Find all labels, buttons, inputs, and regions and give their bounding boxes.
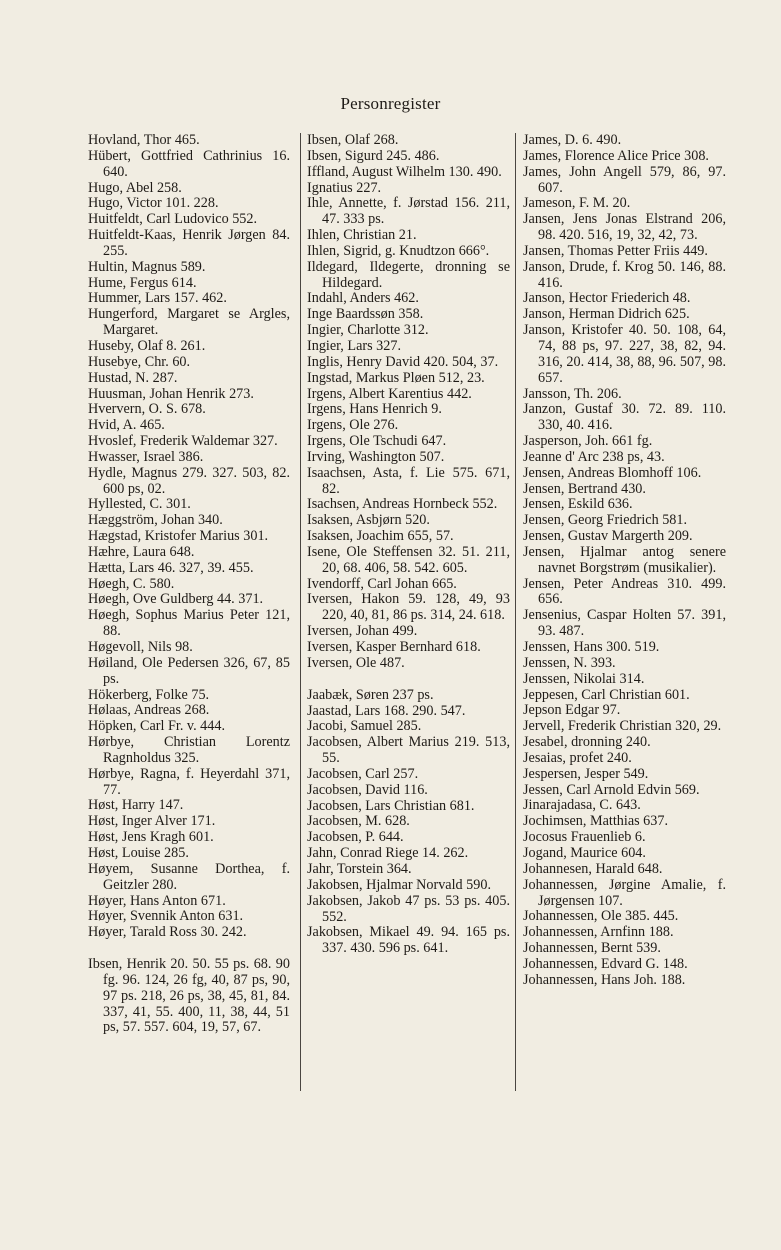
index-entry: Isene, Ole Steffensen 32. 51. 211, 20, 68. 406, 58. 542. 605. xyxy=(307,543,510,576)
index-entry: Ihle, Annette, f. Jørstad 156. 211, 47. 333 ps. xyxy=(307,195,510,228)
index-entry: Iversen, Hakon 59. 128, 49, 93 220, 40, 81, 86 ps. 314, 24. 618. xyxy=(307,591,510,624)
index-entry: Ihlen, Christian 21. xyxy=(307,227,417,244)
index-entry: Hustad, N. 287. xyxy=(88,369,178,386)
index-entry: Hübert, Gottfried Cathrinius 16. 640. xyxy=(88,147,290,180)
index-entry: Husebye, Chr. 60. xyxy=(88,353,191,370)
index-entry: Iversen, Johan 499. xyxy=(307,623,418,640)
index-entry: Jervell, Frederik Christian 320, 29. xyxy=(523,718,722,735)
index-entry: Høyem, Susanne Dorthea, f. Geitzler 280. xyxy=(88,860,290,893)
index-entry: Isaksen, Joachim 655, 57. xyxy=(307,528,454,545)
index-entry: Hvid, A. 465. xyxy=(88,417,165,434)
index-entry: Huusman, Johan Henrik 273. xyxy=(88,385,254,402)
index-entry: Høst, Louise 285. xyxy=(88,844,189,861)
index-entry: Janzon, Gustaf 30. 72. 89. 110. 330, 40. 416. xyxy=(523,401,726,434)
index-entry: Jeanne d' Arc 238 ps, 43. xyxy=(523,448,665,465)
index-entry: Ildegard, Ildegerte, dronning se Hildegard. xyxy=(307,258,510,291)
index-entry: Høegh, C. 580. xyxy=(88,575,175,592)
index-entry: Jakobsen, Mikael 49. 94. 165 ps. 337. 430. 596 ps. 641. xyxy=(307,924,510,957)
index-entry: Jesabel, dronning 240. xyxy=(523,734,651,751)
index-entry: Høyer, Tarald Ross 30. 242. xyxy=(88,924,247,941)
index-entry: Jacobsen, Albert Marius 219. 513, 55. xyxy=(307,734,510,767)
index-entry: Ingier, Charlotte 312. xyxy=(307,322,429,339)
index-entry: Ihlen, Sigrid, g. Knudtzon 666°. xyxy=(307,242,490,259)
index-entry: Jensenius, Caspar Holten 57. 391, 93. 487. xyxy=(523,607,726,640)
index-entry: Jenssen, Nikolai 314. xyxy=(523,670,645,687)
index-entry: Jessen, Carl Arnold Edvin 569. xyxy=(523,781,700,798)
index-entry: Jansen, Jens Jonas Elstrand 206, 98. 420. 516, 19, 32, 42, 73. xyxy=(523,211,726,244)
index-entry: Inge Baardssøn 358. xyxy=(307,306,424,323)
index-entry: Irgens, Albert Karentius 442. xyxy=(307,385,472,402)
index-entry: Jenssen, Hans 300. 519. xyxy=(523,639,660,655)
index-entry: Hæhre, Laura 648. xyxy=(88,543,195,560)
column-divider xyxy=(515,133,516,1091)
index-entry: Jahr, Torstein 364. xyxy=(307,860,412,877)
index-entry: Høst, Harry 147. xyxy=(88,797,184,814)
index-entry: Hugo, Abel 258. xyxy=(88,179,182,196)
index-entry: Hægstad, Kristofer Marius 301. xyxy=(88,528,269,545)
index-entry: Jocosus Frauenlieb 6. xyxy=(523,829,646,846)
index-entry: Iversen, Kasper Bernhard 618. xyxy=(307,639,481,655)
index-entry: Høgevoll, Nils 98. xyxy=(88,639,193,655)
index-entry: Jensen, Hjalmar antog senere navnet Borgstrøm (musikalier). xyxy=(523,543,726,576)
index-entry: Jensen, Peter Andreas 310. 499. 656. xyxy=(523,575,726,608)
index-entry: Ignatius 227. xyxy=(307,179,382,196)
index-entry: Jahn, Conrad Riege 14. 262. xyxy=(307,845,469,862)
index-entry: Høyer, Hans Anton 671. xyxy=(88,892,226,909)
index-entry: Janson, Kristofer 40. 50. 108, 64, 74, 88 ps, 97. 227, 38, 82, 94. 316, 20. 414, 38, 88, 96. 507, 98. 657. xyxy=(523,322,726,386)
index-entry: Hugo, Victor 101. 228. xyxy=(88,195,219,212)
index-entry: Johannessen, Ole 385. 445. xyxy=(523,908,679,925)
index-entry: Huseby, Olaf 8. 261. xyxy=(88,337,206,354)
index-entry: Johannessen, Edvard G. 148. xyxy=(523,955,688,972)
index-entry: Høst, Inger Alver 171. xyxy=(88,813,216,830)
index-entry: Hørbye, Christian Lorentz Ragnholdus 325. xyxy=(88,734,290,766)
index-entry: Hungerford, Margaret se Argles, Margaret. xyxy=(88,306,290,339)
index-entry: Janson, Drude, f. Krog 50. 146, 88. 416. xyxy=(523,258,726,291)
index-column-2 xyxy=(307,133,510,957)
index-entry: Höpken, Carl Fr. v. 444. xyxy=(88,718,226,735)
index-entry: Hætta, Lars 46. 327, 39. 455. xyxy=(88,559,254,576)
index-entry: Høegh, Ove Guldberg 44. 371. xyxy=(88,591,264,608)
index-entry: Jansen, Thomas Petter Friis 449. xyxy=(523,242,708,259)
index-entry: Jaabæk, Søren 237 ps. xyxy=(307,686,434,703)
index-entry: Jaastad, Lars 168. 290. 547. xyxy=(307,702,466,719)
index-entry: Jochimsen, Matthias 637. xyxy=(523,813,669,830)
index-entry: Hökerberg, Folke 75. xyxy=(88,686,210,703)
index-entry: Isaksen, Asbjørn 520. xyxy=(307,512,430,529)
index-entry: Jacobsen, Lars Christian 681. xyxy=(307,797,475,814)
index-entry: Hververn, O. S. 678. xyxy=(88,401,206,418)
index-entry: Jasperson, Joh. 661 fg. xyxy=(523,433,653,450)
index-entry: Jameson, F. M. 20. xyxy=(523,195,631,212)
index-entry: Ibsen, Henrik 20. 50. 55 ps. 68. 90 fg. 96. 124, 26 fg, 40, 87 ps, 90, 97 ps. 218, 26 ps, 38, 45, 81, 84. 337, 41, 55. 400, 11, 38, 44, 51 ps, 57. 557. 604, 19, 57, 67. xyxy=(88,956,290,1036)
index-entry: Ingier, Lars 327. xyxy=(307,337,401,354)
index-entry: Jacobsen, P. 644. xyxy=(307,829,404,846)
index-entry: Johannessen, Hans Joh. 188. xyxy=(523,971,686,988)
index-entry: Jenssen, N. 393. xyxy=(523,654,616,671)
index-entry: Jensen, Andreas Blomhoff 106. xyxy=(523,464,702,481)
index-entry: Jepson Edgar 97. xyxy=(523,702,621,719)
index-entry: Jensen, Gustav Margerth 209. xyxy=(523,528,693,545)
index-entry: Jogand, Maurice 604. xyxy=(523,844,646,861)
index-entry: Høegh, Sophus Marius Peter 121, 88. xyxy=(88,607,290,640)
page-title: Personregister xyxy=(340,94,441,113)
index-entry: Johannessen, Jørgine Amalie, f. Jørgensen 107. xyxy=(523,876,726,909)
index-entry: Hyllested, C. 301. xyxy=(88,496,191,513)
index-entry: Huitfeldt-Kaas, Henrik Jørgen 84. 255. xyxy=(88,227,290,259)
index-entry: Hæggström, Johan 340. xyxy=(88,512,223,529)
index-entry: Irgens, Ole 276. xyxy=(307,417,399,434)
index-entry: Jespersen, Jesper 549. xyxy=(523,765,649,782)
index-entry: Hovland, Thor 465. xyxy=(88,132,200,148)
column-divider xyxy=(300,133,301,1091)
index-entry: Johannessen, Bernt 539. xyxy=(523,940,661,957)
index-entry: Høst, Jens Kragh 601. xyxy=(88,829,214,846)
index-entry: Indahl, Anders 462. xyxy=(307,290,419,307)
index-entry: Irgens, Hans Henrich 9. xyxy=(307,401,442,418)
index-entry: Høiland, Ole Pedersen 326, 67, 85 ps. xyxy=(88,654,290,687)
index-entry: James, D. 6. 490. xyxy=(523,132,622,148)
index-entry: Ingstad, Markus Pløen 512, 23. xyxy=(307,369,485,386)
index-entry: Jacobi, Samuel 285. xyxy=(307,718,422,735)
index-entry: Isachsen, Andreas Hornbeck 552. xyxy=(307,496,498,513)
index-entry: Jinarajadasa, C. 643. xyxy=(523,797,641,814)
letter-section-gap xyxy=(307,672,510,688)
index-entry: Iffland, August Wilhelm 130. 490. xyxy=(307,163,502,180)
index-entry: Irving, Washington 507. xyxy=(307,448,445,465)
index-entry: Jacobsen, M. 628. xyxy=(307,813,410,830)
index-entry: Ivendorff, Carl Johan 665. xyxy=(307,575,457,592)
index-entry: Inglis, Henry David 420. 504, 37. xyxy=(307,353,499,370)
index-entry: Janson, Herman Didrich 625. xyxy=(523,306,690,323)
index-entry: Ibsen, Sigurd 245. 486. xyxy=(307,147,440,164)
index-entry: Huitfeldt, Carl Ludovico 552. xyxy=(88,211,258,228)
index-entry: James, John Angell 579, 86, 97. 607. xyxy=(523,163,726,196)
index-entry: Hummer, Lars 157. 462. xyxy=(88,290,227,307)
index-entry: Jakobsen, Jakob 47 ps. 53 ps. 405. 552. xyxy=(307,892,510,925)
index-entry: Jacobsen, Carl 257. xyxy=(307,765,419,782)
index-entry: Jeppesen, Carl Christian 601. xyxy=(523,686,690,703)
index-entry: Johannessen, Arnfinn 188. xyxy=(523,924,674,941)
index-entry: Hydle, Magnus 279. 327. 503, 82. 600 ps, 02. xyxy=(88,464,290,497)
index-column-1 xyxy=(88,133,290,1036)
index-entry: Jensen, Georg Friedrich 581. xyxy=(523,512,688,529)
index-entry: Jansson, Th. 206. xyxy=(523,385,622,402)
index-entry: Janson, Hector Friederich 48. xyxy=(523,290,691,307)
index-entry: Jensen, Bertrand 430. xyxy=(523,480,646,497)
index-entry: Johannesen, Harald 648. xyxy=(523,860,663,877)
index-entry: Jacobsen, David 116. xyxy=(307,781,428,798)
index-entry: Irgens, Ole Tschudi 647. xyxy=(307,433,447,450)
index-entry: Hume, Fergus 614. xyxy=(88,274,197,291)
index-entry: Hørbye, Ragna, f. Heyerdahl 371, 77. xyxy=(88,765,290,798)
index-entry: Jakobsen, Hjalmar Norvald 590. xyxy=(307,876,492,893)
index-entry: Hølaas, Andreas 268. xyxy=(88,702,210,719)
index-entry: Jesaias, profet 240. xyxy=(523,749,632,766)
index-entry: James, Florence Alice Price 308. xyxy=(523,147,709,164)
index-entry: Iversen, Ole 487. xyxy=(307,654,405,671)
index-entry: Høyer, Svennik Anton 631. xyxy=(88,908,244,925)
index-entry: Hwasser, Israel 386. xyxy=(88,448,204,465)
index-entry: Jensen, Eskild 636. xyxy=(523,496,633,513)
letter-section-gap xyxy=(88,941,290,957)
index-entry: Hultin, Magnus 589. xyxy=(88,258,206,275)
index-entry: Hvoslef, Frederik Waldemar 327. xyxy=(88,433,278,450)
index-entry: Isaachsen, Asta, f. Lie 575. 671, 82. xyxy=(307,464,510,497)
index-column-3 xyxy=(523,133,726,989)
index-entry: Ibsen, Olaf 268. xyxy=(307,132,399,148)
